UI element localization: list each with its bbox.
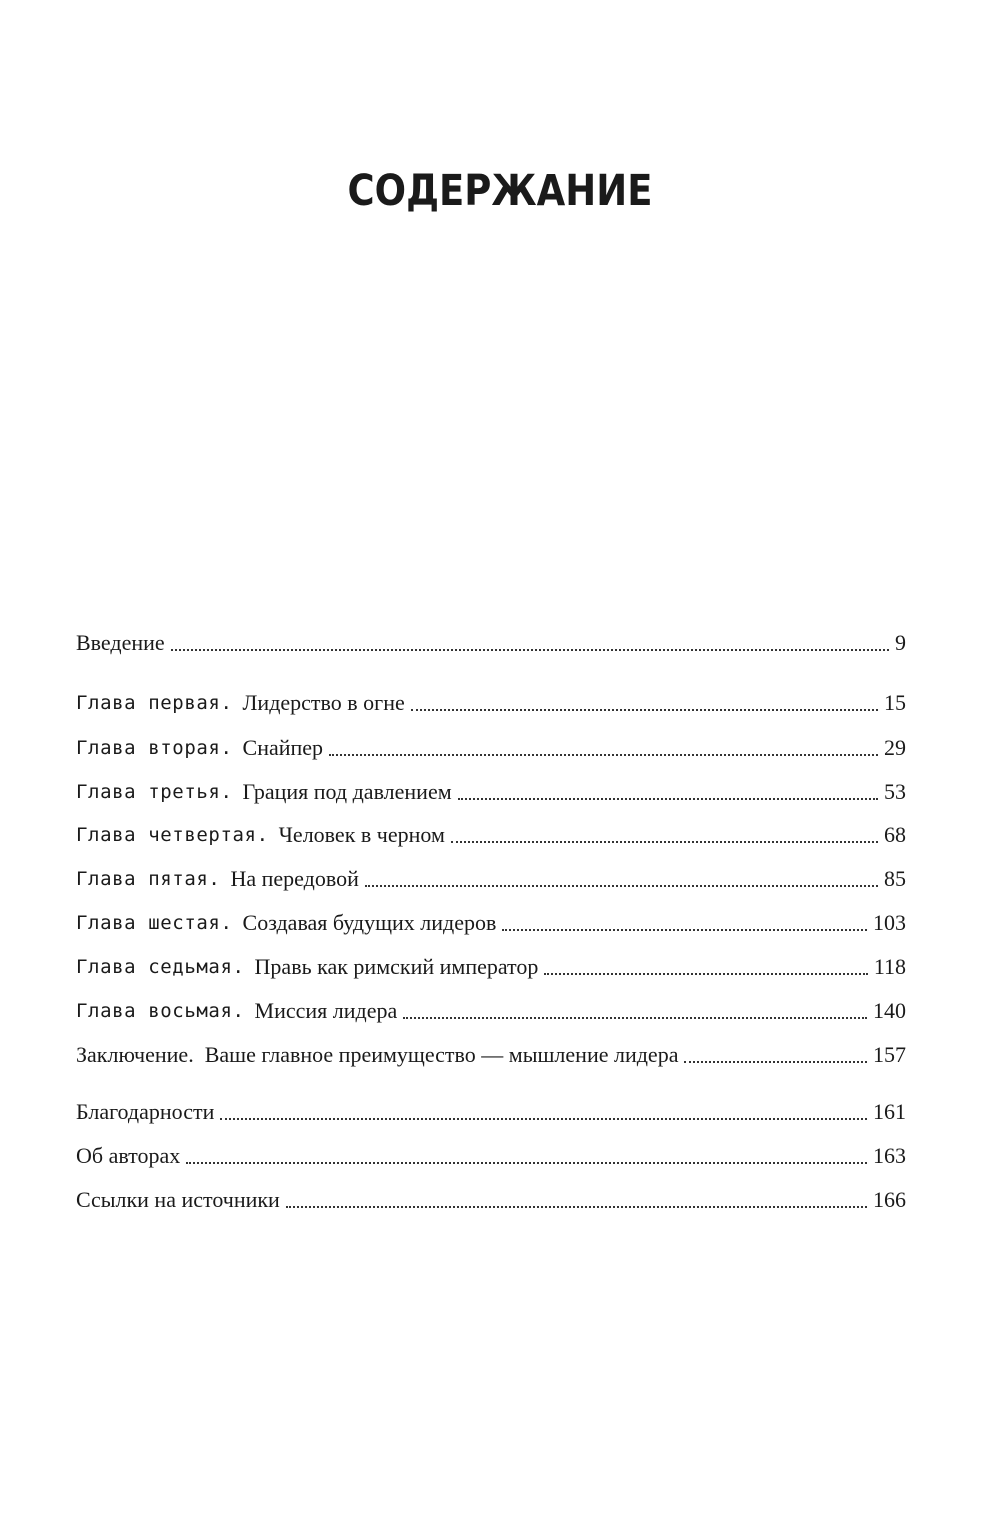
toc-entry-page: 103 (873, 910, 906, 935)
toc-entry-page: 53 (884, 779, 906, 804)
toc-entry-page: 68 (884, 822, 906, 847)
page-title: СОДЕРЖАНИЕ (347, 166, 653, 216)
toc-entry-page: 163 (873, 1143, 906, 1168)
toc-entry-title: Введение (76, 630, 165, 655)
dot-leader (329, 754, 878, 756)
toc-entry-acknowledgements[interactable] (76, 1095, 906, 1125)
toc-entry-chapter-label: Глава первая. (76, 692, 233, 714)
toc-entry-chapter-label: Глава восьмая. (76, 1000, 245, 1022)
toc-entry-about-authors[interactable] (76, 1139, 906, 1169)
toc-entry-title: Об авторах (76, 1143, 181, 1168)
toc-entry-title: Миссия лидера (254, 998, 398, 1023)
toc-entry-title: Благодарности (76, 1099, 215, 1124)
toc-entry-chapter-6[interactable] (76, 906, 906, 936)
dot-leader (451, 841, 878, 843)
toc-entry-title: Снайпер (242, 735, 324, 760)
toc-entry-page: 157 (873, 1042, 906, 1067)
toc-entry-chapter-3[interactable] (76, 775, 906, 805)
toc-entry-chapter-label: Глава седьмая. (76, 956, 245, 978)
toc-entry-page: 85 (884, 866, 906, 891)
toc-entry-chapter-label: Глава пятая. (76, 868, 221, 890)
dot-leader (186, 1162, 867, 1164)
dot-leader (458, 798, 878, 800)
toc-entry-chapter-7[interactable] (76, 950, 906, 980)
toc-entry-page: 15 (884, 690, 906, 715)
dot-leader (403, 1017, 867, 1019)
toc-entry-chapter-label: Глава третья. (76, 781, 233, 803)
dot-leader (286, 1206, 867, 1208)
dot-leader (544, 973, 867, 975)
dot-leader (171, 649, 889, 651)
toc-entry-page: 140 (873, 998, 906, 1023)
toc-entry-chapter-label: Глава четвертая. (76, 824, 269, 846)
toc-entry-title: На передовой (230, 866, 359, 891)
dot-leader (220, 1118, 867, 1120)
toc-entry-chapter-4[interactable] (76, 818, 906, 848)
toc-entry-chapter-1[interactable] (76, 686, 906, 716)
dot-leader (411, 709, 878, 711)
toc-entry-chapter-label: Глава вторая. (76, 737, 233, 759)
toc-entry-title: Лидерство в огне (242, 690, 405, 715)
toc-entry-title: Создавая будущих лидеров (242, 910, 497, 935)
toc-entry-page: 118 (873, 954, 906, 979)
toc-entry-page: 29 (884, 735, 906, 760)
toc-entry-conclusion[interactable] (76, 1038, 906, 1068)
toc-entry-chapter-5[interactable] (76, 862, 906, 892)
toc-entry-page: 161 (873, 1099, 906, 1124)
toc-entry-chapter-2[interactable] (76, 731, 906, 761)
dot-leader (502, 929, 867, 931)
toc-entry-page: 9 (895, 630, 906, 655)
toc-entry-chapter-label: Глава шестая. (76, 912, 233, 934)
toc-entry-page: 166 (873, 1187, 906, 1212)
toc-entry-title: Заключение. Ваше главное преимущество — мышление лидера (76, 1042, 679, 1067)
toc-entry-title: Правь как римский император (254, 954, 539, 979)
toc-entry-title: Человек в черном (278, 822, 445, 847)
toc-entry-title: Ссылки на источники (76, 1187, 280, 1212)
toc-entry-chapter-8[interactable] (76, 994, 906, 1024)
toc-entry-title: Грация под давлением (242, 779, 452, 804)
dot-leader (365, 885, 878, 887)
dot-leader (684, 1061, 867, 1063)
toc-entry-references[interactable] (76, 1183, 906, 1213)
toc-entry-introduction[interactable] (76, 626, 906, 656)
